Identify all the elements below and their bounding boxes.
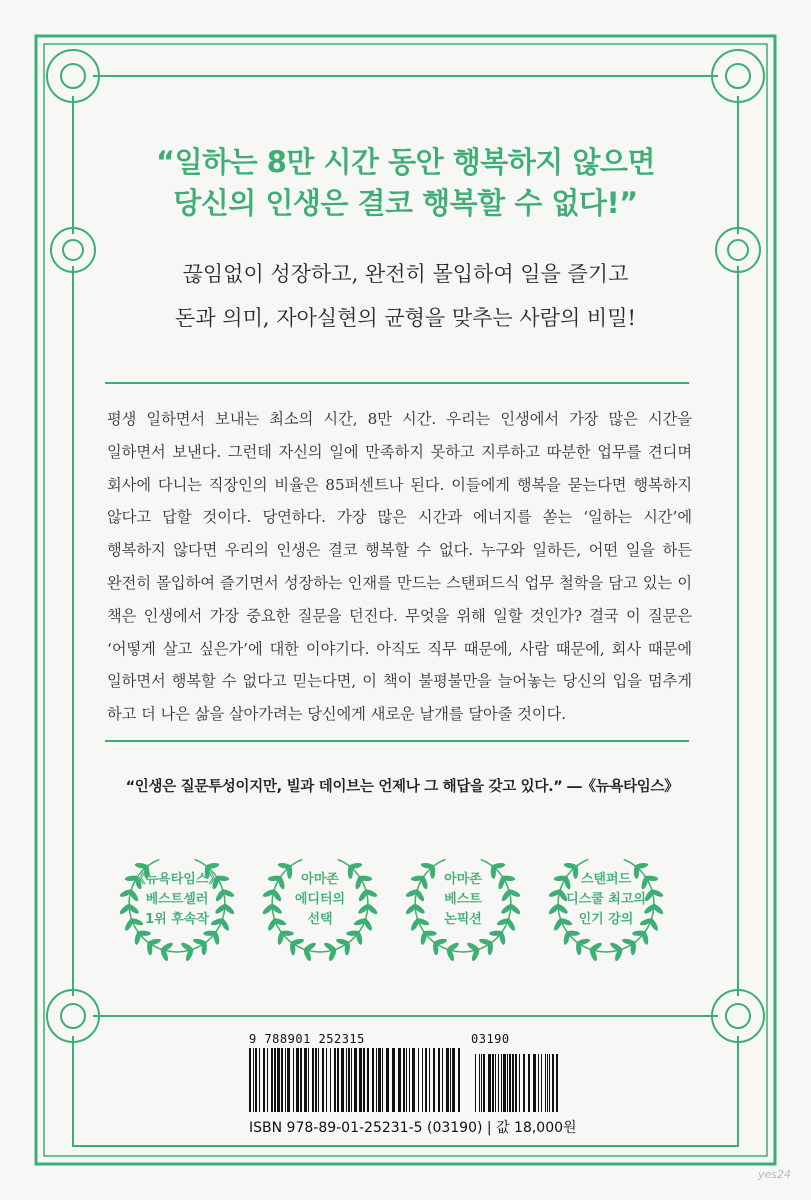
endorsement-quote: “인생은 질문투성이지만, 빌과 데이브는 언제나 그 해답을 갖고 있다.” ―《뉴욕타임스》 bbox=[125, 779, 679, 795]
barcode-bar bbox=[354, 1048, 357, 1112]
barcode-bar bbox=[341, 1048, 344, 1112]
barcode-bar bbox=[507, 1054, 508, 1112]
divider-bottom bbox=[105, 740, 689, 742]
barcode-bar bbox=[277, 1048, 280, 1112]
barcode-bar bbox=[409, 1048, 410, 1112]
isbn-price: ISBN 978-89-01-25231-5 (03190) | 값 18,000원 bbox=[249, 1120, 577, 1136]
barcode-bar bbox=[418, 1048, 419, 1112]
barcode-bar bbox=[253, 1048, 254, 1112]
badge-line: 인기 강의 bbox=[578, 912, 634, 927]
barcode-bar bbox=[523, 1054, 525, 1112]
barcode-bar bbox=[438, 1048, 440, 1112]
badge-line: 논픽션 bbox=[444, 912, 482, 927]
subheadline-line-2: 돈과 의미, 자아실현의 균형을 맞추는 사람의 비밀! bbox=[175, 306, 636, 330]
divider-top bbox=[105, 382, 689, 384]
barcode-bar bbox=[271, 1048, 273, 1112]
barcode-bar bbox=[429, 1048, 430, 1112]
barcode-bar bbox=[372, 1048, 374, 1112]
barcode-bar bbox=[337, 1048, 339, 1112]
subheadline-line-1: 끊임없이 성장하고, 완전히 몰입하여 일을 즐기고 bbox=[182, 262, 629, 286]
source-stamp: yes24 bbox=[758, 1168, 792, 1181]
laurel-badge bbox=[547, 848, 665, 966]
barcode-bar bbox=[483, 1054, 485, 1112]
barcode-bar bbox=[376, 1048, 377, 1112]
barcode-bar bbox=[308, 1048, 309, 1112]
barcode-bar bbox=[249, 1048, 251, 1112]
barcode-digits-addon: 03190 bbox=[471, 1032, 510, 1046]
barcode-bar bbox=[348, 1048, 350, 1112]
barcode-bar bbox=[498, 1054, 499, 1112]
barcode-bar bbox=[552, 1054, 554, 1112]
barcode-bar bbox=[318, 1048, 319, 1112]
barcode-bar bbox=[545, 1054, 546, 1112]
barcode-bar bbox=[519, 1054, 520, 1112]
barcode-bar bbox=[322, 1048, 324, 1112]
barcode-bar bbox=[495, 1054, 496, 1112]
badge-line: 베스트셀러 bbox=[145, 892, 209, 907]
headline-line-1: “일하는 8만 시간 동안 행복하지 않으면 bbox=[156, 145, 655, 179]
barcode-bar bbox=[274, 1048, 276, 1112]
barcode-bar bbox=[287, 1048, 290, 1112]
laurel-badge bbox=[261, 848, 379, 966]
barcode-bar bbox=[541, 1054, 542, 1112]
badge-line: 에디터의 bbox=[294, 892, 346, 907]
barcode-bar bbox=[503, 1054, 506, 1112]
badge-line: 《뉴욕타임스》 bbox=[132, 872, 222, 887]
barcode-bar bbox=[312, 1048, 314, 1112]
barcode-bar bbox=[281, 1048, 283, 1112]
barcode-bar bbox=[422, 1048, 423, 1112]
badge-line: 아마존 bbox=[301, 872, 339, 887]
barcode-bar bbox=[359, 1048, 362, 1112]
barcode-bar bbox=[442, 1048, 443, 1112]
barcode-bars bbox=[249, 1048, 563, 1112]
barcode-bar bbox=[547, 1054, 548, 1112]
barcode-bar bbox=[556, 1054, 558, 1112]
laurel-badge bbox=[118, 848, 236, 966]
barcode-bar bbox=[263, 1048, 265, 1112]
barcode-bar bbox=[475, 1054, 476, 1112]
barcode-bar bbox=[267, 1048, 268, 1112]
barcode-bar bbox=[403, 1048, 405, 1112]
barcode-bar bbox=[450, 1048, 451, 1112]
barcode-bar bbox=[512, 1054, 514, 1112]
barcode-bar bbox=[293, 1048, 294, 1112]
barcode-bar bbox=[425, 1048, 427, 1112]
barcode-bar bbox=[538, 1054, 539, 1112]
barcode-bar bbox=[452, 1048, 455, 1112]
barcode-bar bbox=[255, 1048, 257, 1112]
barcode bbox=[249, 1032, 563, 1112]
barcode-bar bbox=[549, 1054, 550, 1112]
barcode-bar bbox=[386, 1048, 389, 1112]
barcode-bar bbox=[479, 1054, 480, 1112]
laurel-badge bbox=[404, 848, 522, 966]
barcode-bar bbox=[501, 1054, 502, 1112]
barcode-bar bbox=[406, 1048, 407, 1112]
description-paragraph: 평생 일하면서 보내는 최소의 시간, 8만 시간. 우리는 인생에서 가장 많은 시간을 일하면서 보낸다. 그런데 자신의 일에 만족하지 못하고 지루하고 따분한 업무를 견디며 회사에 다니는 직장인의 비율은 85퍼센트나 된다. 이들에게 행복을 묻는다면 행복하지 않다고 답할 것이다. 당연하다. 가장 많은 시간과 에너지를 쏟는 ‘일하는 시간’에 행복하지 않다면 우리의 인생은 결코 행복할 수 없다. 누구와 일하든, 어떤 일을 하든 완전히 몰입하여 즐기면서 성장하는 인재를 만드는 스탠퍼드식 업무 철학을 담고 있는 이 책은 인생에서 가장 중요한 질문을 던진다. 무엇을 위해 일할 것인가? 결국 이 질문은 ‘어떻게 살고 싶은가’에 대한 이야기다. 아직도 직무 때문에, 사람 때문에, 회사 때문에 일하면서 행복할 수 없다고 믿는다면, 이 책이 불평불만을 늘어놓는 당신의 입을 멈추게 하고 더 나은 삶을 살아가려는 당신에게 새로운 날개를 달아줄 것이다. bbox=[107, 410, 692, 724]
barcode-bar bbox=[315, 1048, 317, 1112]
barcode-bar bbox=[458, 1048, 460, 1112]
barcode-bar bbox=[446, 1048, 449, 1112]
barcode-bar bbox=[259, 1048, 260, 1112]
barcode-bar bbox=[351, 1048, 352, 1112]
barcode-bar bbox=[433, 1048, 435, 1112]
barcode-digits-main: 9 788901 252315 bbox=[249, 1032, 365, 1046]
barcode-bar bbox=[326, 1048, 327, 1112]
barcode-bar bbox=[392, 1048, 395, 1112]
barcode-bar bbox=[300, 1048, 302, 1112]
barcode-bar bbox=[492, 1054, 494, 1112]
barcode-bar bbox=[330, 1048, 331, 1112]
barcode-bar bbox=[382, 1048, 383, 1112]
badge-line: 아마존 bbox=[444, 872, 482, 887]
badge-line: 베스트 bbox=[444, 892, 482, 907]
barcode-bar bbox=[346, 1048, 347, 1112]
barcode-bar bbox=[304, 1048, 307, 1112]
barcode-bar bbox=[509, 1054, 511, 1112]
barcode-bar bbox=[412, 1048, 415, 1112]
badge-line: 스탠퍼드 bbox=[580, 872, 632, 887]
barcode-bar bbox=[285, 1048, 286, 1112]
barcode-bar bbox=[378, 1048, 381, 1112]
barcode-bar bbox=[398, 1048, 401, 1112]
badge-line: 1위 후속작 bbox=[145, 912, 209, 927]
barcode-bar bbox=[334, 1048, 336, 1112]
barcode-bar bbox=[367, 1048, 369, 1112]
barcode-bar bbox=[363, 1048, 365, 1112]
barcode-bar bbox=[488, 1054, 491, 1112]
barcode-bar bbox=[515, 1054, 517, 1112]
badge-line: 선택 bbox=[307, 912, 333, 927]
headline-line-2: 당신의 인생은 결코 행복할 수 없다!” bbox=[173, 186, 638, 220]
barcode-bar bbox=[481, 1054, 482, 1112]
barcode-bar bbox=[533, 1054, 536, 1112]
badge-line: 디스쿨 최고의 bbox=[566, 892, 646, 907]
barcode-bar bbox=[528, 1054, 530, 1112]
barcode-bar bbox=[296, 1048, 299, 1112]
